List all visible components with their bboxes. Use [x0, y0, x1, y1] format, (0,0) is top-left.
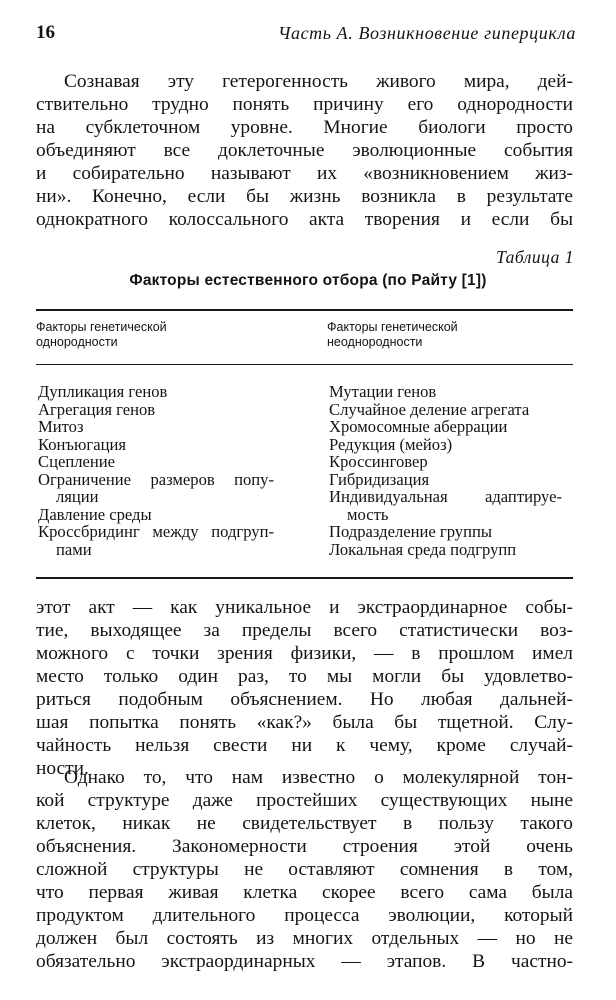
text-line: место только один раз, то мы могли бы удовлетво-: [36, 666, 573, 687]
text-line: кой структуре даже простейших существующих ныне: [36, 790, 573, 811]
paragraph-3: [36, 766, 573, 973]
heterogeneity-factors-list: [329, 383, 562, 558]
table-header-rule: [36, 364, 573, 365]
text-line: сложной структуры не оставляют сомнения в том,: [36, 859, 573, 880]
table-cell: Редукция (мейоз): [329, 434, 453, 454]
text-line: клеток, никак не свидетельствует в пользу такого: [36, 813, 573, 834]
text-line: обязательно экстраординарных — этапов. В частно-: [36, 951, 573, 972]
table-cell: мость: [347, 504, 389, 524]
text-line: и собирательно называют их «возникновением жиз-: [36, 163, 573, 184]
text-line: объединяют все доклеточные эволюционные события: [36, 140, 573, 161]
header-line: неоднородности: [327, 335, 423, 349]
header-line: однородности: [36, 335, 118, 349]
text-line: должен был состоять из многих отдельных — но не: [36, 928, 573, 949]
page-number: 16: [36, 22, 55, 43]
right-column-header: [327, 320, 458, 350]
table-top-rule: [36, 309, 573, 311]
text-line: можного с точки зрения физики, — в прошлом имел: [36, 643, 573, 664]
table-cell: Локальная среда подгрупп: [329, 539, 517, 559]
table-cell: Гибридизация: [329, 469, 430, 489]
header-line: Факторы генетической: [327, 320, 458, 334]
text-line: тие, выходящее за пределы всего статистически воз-: [36, 620, 573, 641]
text-line: Сознавая эту гетерогенность живого мира, дей-: [64, 71, 573, 92]
text-line: ни». Конечно, если бы жизнь возникла в результате: [36, 186, 573, 207]
table-label: Таблица 1: [496, 247, 574, 267]
header-line: Факторы генетической: [36, 320, 167, 334]
table-cell: Индивидуальная адаптируе-: [329, 487, 562, 506]
table-cell: Давление среды: [38, 504, 152, 524]
text-line: объяснения. Закономерности строения этой очень: [36, 836, 573, 857]
table-cell: Дупликация генов: [38, 382, 168, 401]
table-cell: ляции: [56, 487, 99, 506]
text-line: чайность нельзя свести ни к чему, кроме случай-: [36, 735, 573, 756]
text-line: ствительно трудно понять причину его однородности: [36, 94, 573, 115]
table-cell: Случайное деление агрегата: [329, 399, 530, 419]
text-line: этот акт — как уникальное и экстраординарное собы-: [36, 597, 573, 618]
homogeneity-factors-list: [38, 383, 274, 558]
text-line: на субклеточном уровне. Многие биологи просто: [36, 117, 573, 138]
running-head: Часть А. Возникновение гиперцикла: [277, 23, 576, 43]
table-cell: Ограничение размеров попу-: [38, 469, 274, 489]
text-line: шая попытка понять «как?» была бы тщетной. Слу-: [36, 712, 573, 733]
table-cell: Кроссбридинг между подгруп-: [38, 522, 274, 541]
left-column-header: [36, 320, 167, 350]
paragraph-1: [36, 70, 573, 231]
text-line: Однако то, что нам известно о молекулярной тон-: [64, 767, 573, 788]
table-cell: Подразделение группы: [329, 522, 492, 541]
table-cell: Сцепление: [38, 452, 115, 471]
table-cell: Мутации генов: [329, 382, 437, 401]
table-cell: Хромосомные аберрации: [329, 417, 508, 436]
table-bottom-rule: [36, 577, 573, 579]
table-cell: Агрегация генов: [38, 399, 156, 419]
table-cell: Кроссинговер: [329, 452, 428, 471]
text-line: однократного колоссального акта творения и если бы: [36, 209, 573, 230]
paragraph-2: [36, 596, 573, 780]
text-line: продуктом длительного процесса эволюции, который: [36, 905, 573, 926]
table-cell: Конъюгация: [38, 434, 126, 454]
text-line: риться подобным объяснением. Но любая дальней-: [36, 689, 573, 710]
text-line: что первая живая клетка скорее всего сама была: [36, 882, 573, 903]
table-cell: пами: [56, 539, 92, 559]
table-cell: Митоз: [38, 417, 84, 436]
text-line: ности.: [36, 758, 89, 779]
table-title: Факторы естественного отбора (по Райту [1]): [129, 272, 487, 289]
